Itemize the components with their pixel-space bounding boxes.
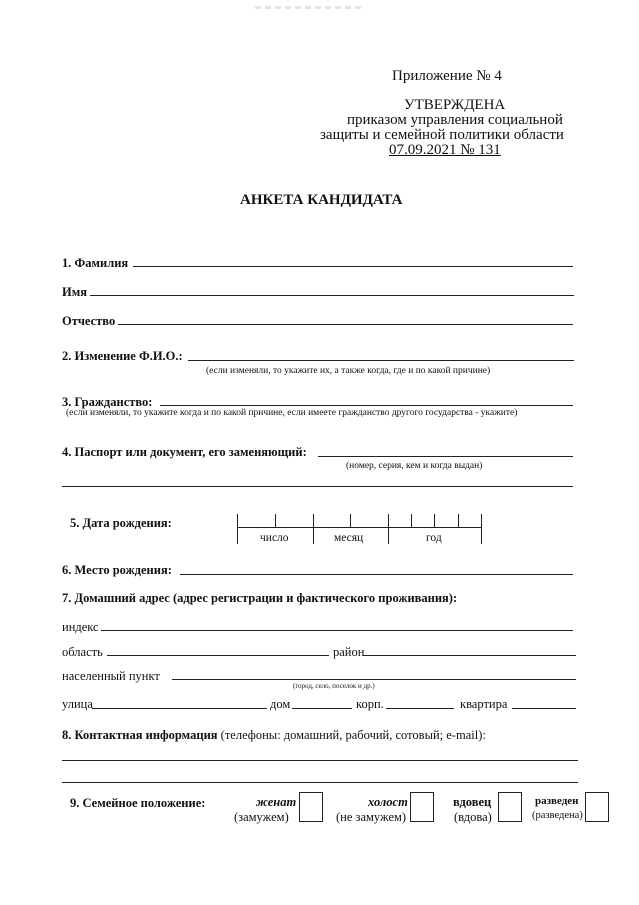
contact-field-line-2[interactable] — [62, 782, 578, 783]
region-field[interactable] — [107, 655, 329, 656]
apartment-field[interactable] — [512, 708, 576, 709]
birthdate-baseline — [237, 527, 481, 528]
appendix-label: Приложение № 4 — [392, 68, 502, 84]
citizenship-label: 3. Гражданство: — [62, 395, 153, 409]
grid-tick — [434, 514, 435, 528]
divorced-checkbox[interactable] — [585, 792, 609, 822]
name-label: Имя — [62, 285, 87, 299]
contact-label-bold: 8. Контактная информация — [62, 728, 218, 742]
settlement-hint: (город, село, поселок и др.) — [293, 682, 375, 690]
passport-field[interactable] — [318, 456, 573, 457]
citizenship-field[interactable] — [160, 405, 573, 406]
birthdate-label: 5. Дата рождения: — [70, 516, 172, 530]
order-date: 07.09.2021 № 131 — [389, 142, 501, 158]
index-field[interactable] — [101, 630, 573, 631]
house-field[interactable] — [292, 708, 352, 709]
birthplace-field[interactable] — [180, 574, 573, 575]
month-label: месяц — [334, 532, 364, 544]
settlement-label: населенный пункт — [62, 669, 160, 683]
district-label: район — [333, 645, 365, 659]
name-change-field[interactable] — [188, 360, 574, 361]
grid-tick — [411, 514, 412, 528]
house-label: дом — [270, 697, 291, 711]
year-label: год — [426, 532, 442, 544]
passport-label: 4. Паспорт или документ, его заменяющий: — [62, 445, 307, 459]
single-checkbox[interactable] — [410, 792, 434, 822]
marital-label: 9. Семейное положение: — [70, 796, 206, 810]
passport-field-line-2[interactable] — [62, 486, 573, 487]
grid-tick — [458, 514, 459, 528]
patronymic-field[interactable] — [118, 324, 573, 325]
grid-divider — [237, 514, 238, 544]
birthplace-label: 6. Место рождения: — [62, 563, 172, 577]
index-label: индекс — [62, 620, 99, 634]
contact-label-rest: (телефоны: домашний, рабочий, сотовый; e-mail): — [217, 728, 486, 742]
settlement-field[interactable] — [172, 679, 576, 680]
married-checkbox[interactable] — [299, 792, 323, 822]
grid-tick — [350, 514, 351, 528]
contact-field-line-1[interactable] — [62, 760, 578, 761]
divorced-female-label: (разведена) — [532, 810, 583, 821]
address-label: 7. Домашний адрес (адрес регистрации и фактического проживания): — [62, 591, 458, 605]
street-label: улица — [62, 697, 93, 711]
widowed-checkbox[interactable] — [498, 792, 522, 822]
district-field[interactable] — [363, 655, 576, 656]
page-title: АНКЕТА КАНДИДАТА — [240, 192, 403, 208]
name-change-hint: (если изменяли, то укажите их, а также когда, где и по какой причине) — [206, 366, 491, 376]
grid-divider — [388, 514, 389, 544]
scan-artifact — [255, 6, 365, 9]
day-label: число — [260, 532, 289, 544]
building-field[interactable] — [386, 708, 454, 709]
widowed-female-label: (вдова) — [454, 810, 492, 824]
widowed-label: вдовец — [453, 795, 492, 809]
street-field[interactable] — [92, 708, 267, 709]
order-line-1: приказом управления социальной — [347, 112, 563, 128]
approved-label: УТВЕРЖДЕНА — [404, 97, 506, 113]
married-label: женат — [256, 795, 297, 809]
single-label: холост — [368, 795, 408, 809]
building-label: корп. — [356, 697, 384, 711]
single-female-label: (не замужем) — [336, 810, 407, 824]
grid-divider — [481, 514, 482, 544]
contact-label — [62, 728, 486, 743]
surname-field[interactable] — [133, 266, 573, 267]
name-change-label: 2. Изменение Ф.И.О.: — [62, 349, 183, 363]
grid-tick — [275, 514, 276, 528]
grid-divider — [313, 514, 314, 544]
apartment-label: квартира — [460, 697, 508, 711]
order-line-2: защиты и семейной политики области — [320, 127, 564, 143]
divorced-label: разведен — [535, 795, 579, 807]
married-female-label: (замужем) — [234, 810, 289, 824]
patronymic-label: Отчество — [62, 314, 116, 328]
surname-label: 1. Фамилия — [62, 256, 129, 270]
name-field[interactable] — [90, 295, 574, 296]
region-label: область — [62, 645, 103, 659]
citizenship-hint: (если изменяли, то укажите когда и по какой причине, если имеете гражданство другого государства - укажите) — [66, 408, 518, 418]
passport-hint: (номер, серия, кем и когда выдан) — [346, 461, 483, 471]
